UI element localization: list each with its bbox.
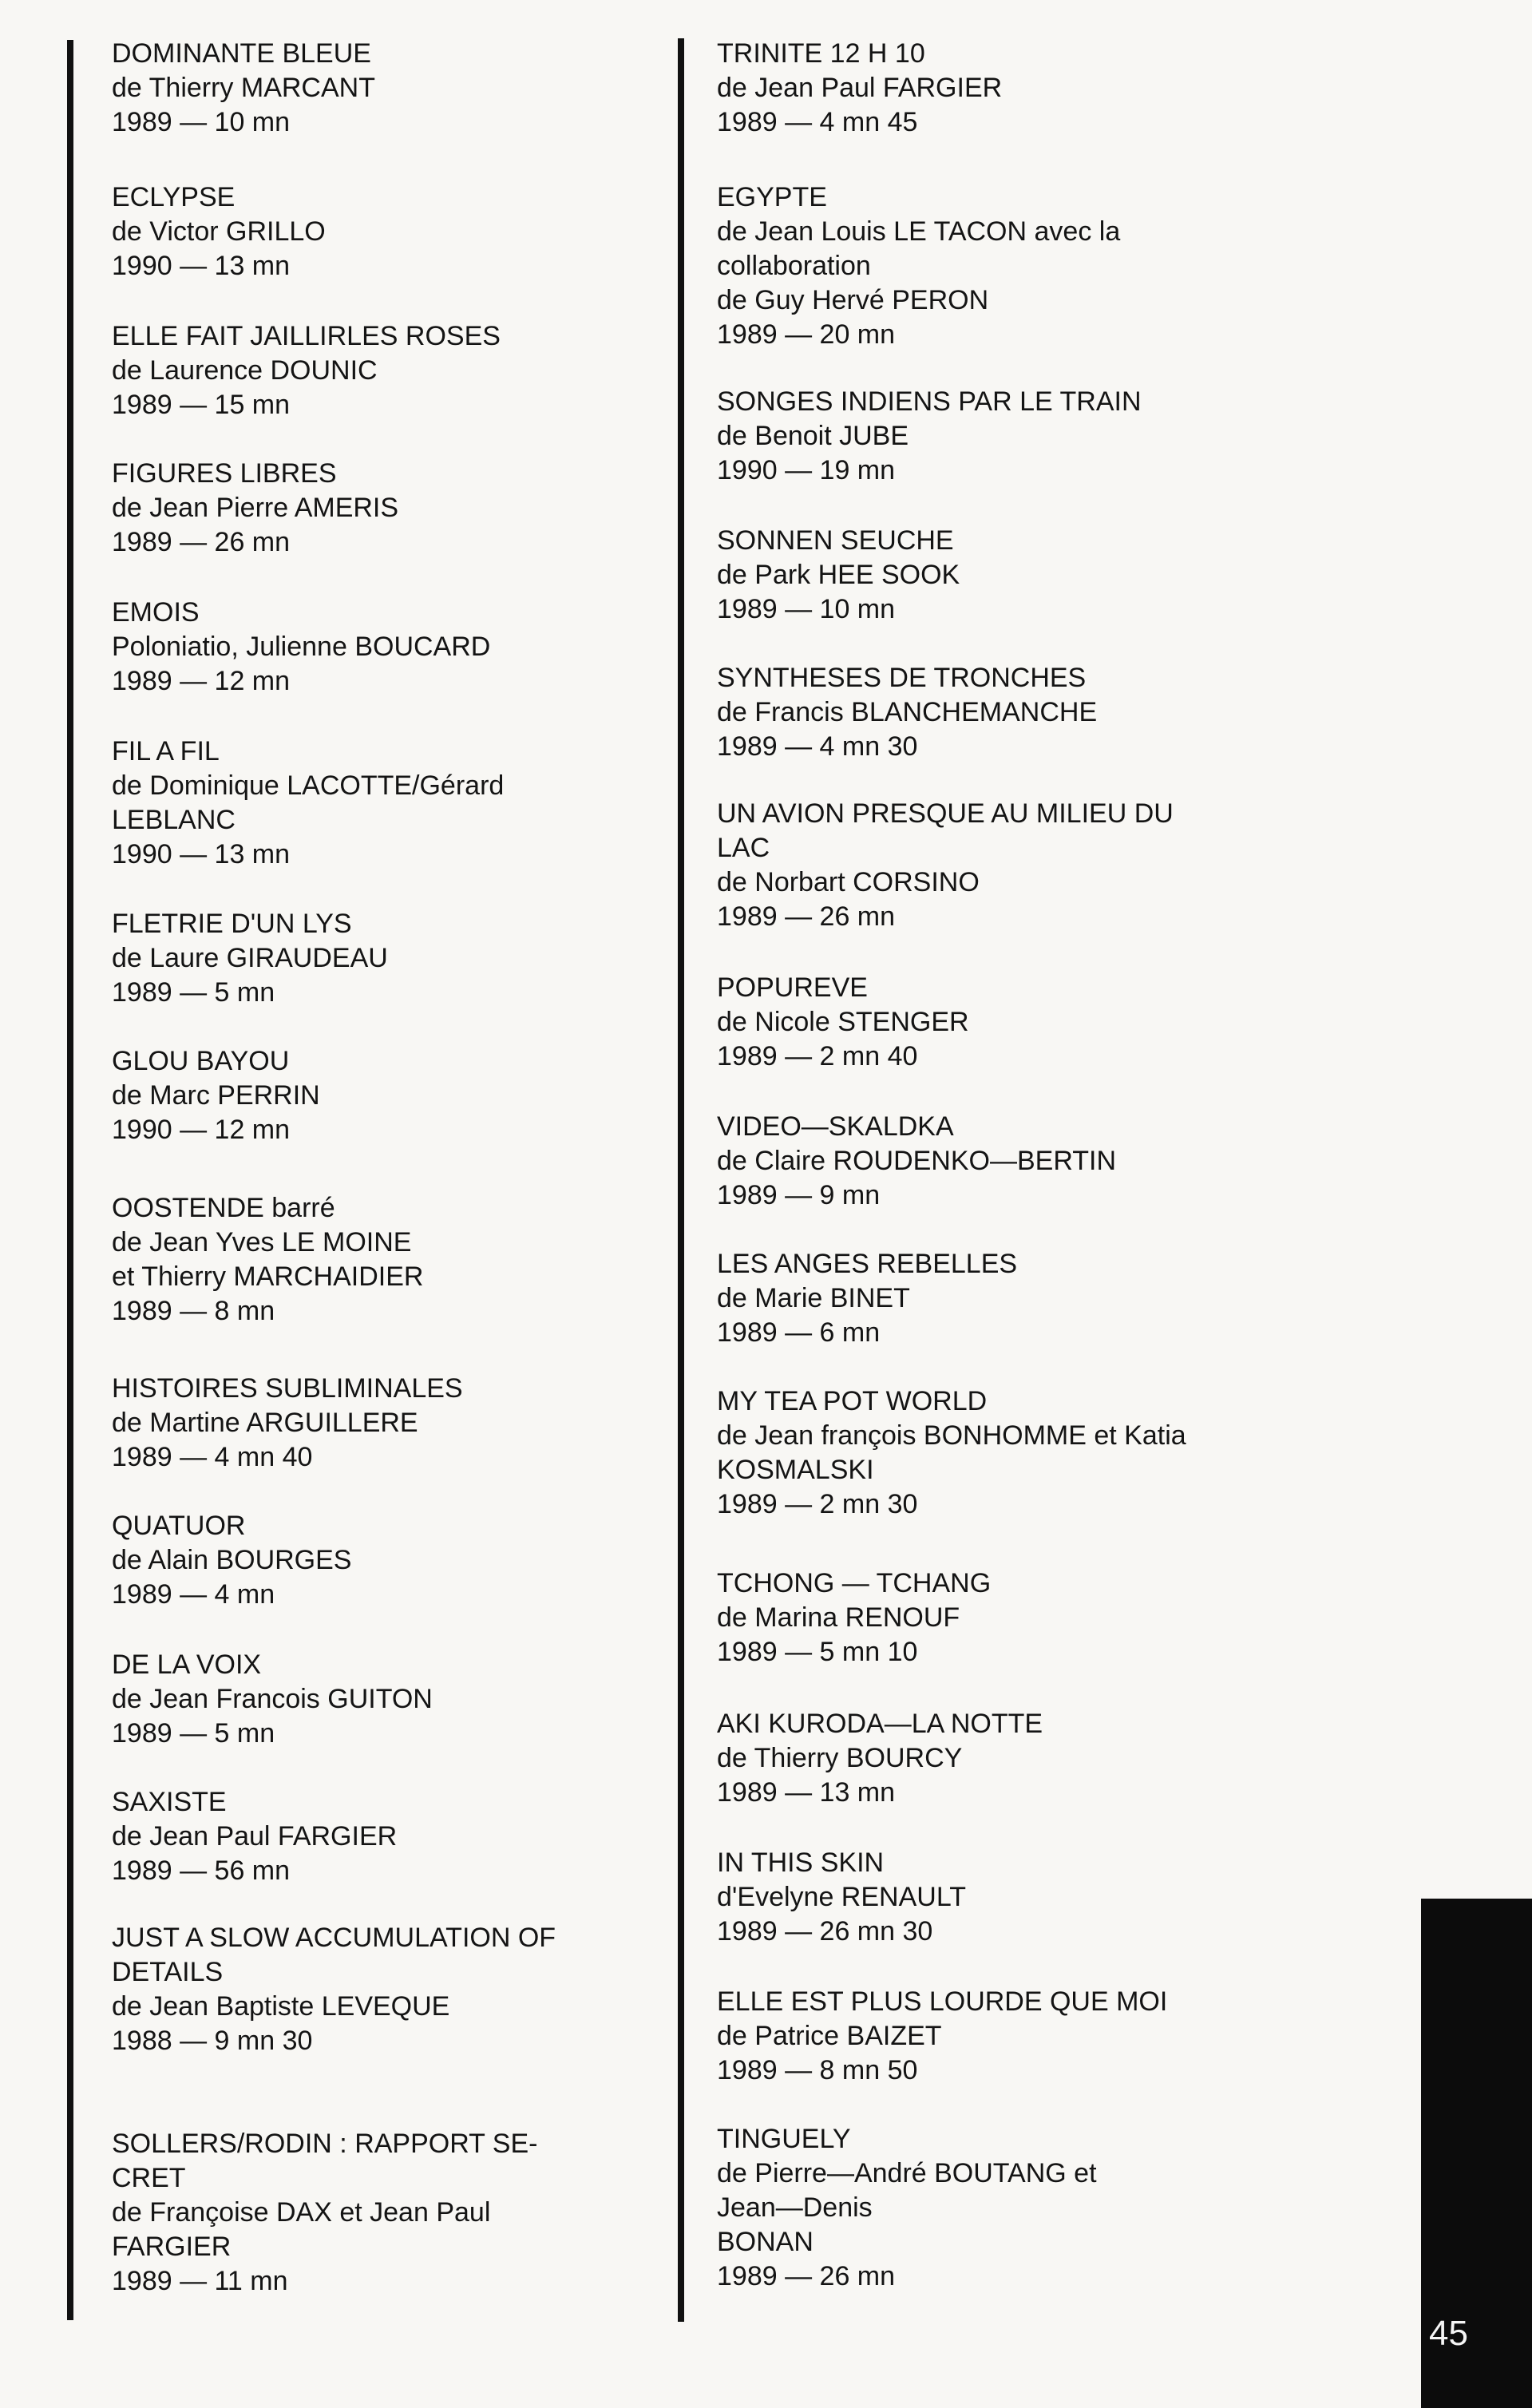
film-title: FIL A FIL xyxy=(112,736,220,766)
film-credit: et Thierry MARCHAIDIER xyxy=(112,1261,424,1292)
film-entry xyxy=(717,524,1308,627)
film-entry xyxy=(717,1707,1308,1810)
film-year-duration: 1989 — 10 mn xyxy=(112,107,291,137)
film-title: LES ANGES REBELLES xyxy=(717,1249,1018,1279)
film-credit: DETAILS xyxy=(112,1957,224,1987)
film-year-duration: 1989 — 6 mn xyxy=(717,1317,881,1348)
film-credit: de Norbart CORSINO xyxy=(717,867,980,897)
film-credit: de Guy Hervé PERON xyxy=(717,285,989,315)
film-credit: collaboration xyxy=(717,251,871,281)
film-credit: de Marc PERRIN xyxy=(112,1080,320,1111)
film-entry xyxy=(112,2127,703,2299)
film-credit: d'Evelyne RENAULT xyxy=(717,1882,966,1912)
film-year-duration: 1989 — 4 mn xyxy=(112,1579,275,1610)
film-title: AKI KURODA—LA NOTTE xyxy=(717,1709,1043,1739)
film-entry xyxy=(112,735,703,872)
film-credit: de Jean Paul FARGIER xyxy=(717,73,1003,103)
film-credit: de Jean Paul FARGIER xyxy=(112,1821,398,1852)
film-year-duration: 1989 — 20 mn xyxy=(717,319,896,350)
film-credit: de Laurence DOUNIC xyxy=(112,355,378,386)
film-entry xyxy=(717,1247,1308,1350)
film-credit: de Marina RENOUF xyxy=(717,1602,960,1633)
film-title: DE LA VOIX xyxy=(112,1650,262,1680)
film-credit: de Jean Francois GUITON xyxy=(112,1684,433,1714)
film-entry xyxy=(112,1372,703,1475)
film-title: EMOIS xyxy=(112,597,200,628)
film-title: SONNEN SEUCHE xyxy=(717,525,954,556)
film-year-duration: 1990 — 13 mn xyxy=(112,839,291,869)
film-entry xyxy=(717,1566,1308,1669)
film-entry xyxy=(717,971,1308,1074)
film-entry xyxy=(717,37,1308,140)
film-title: SAXISTE xyxy=(112,1787,227,1817)
film-year-duration: 1990 — 12 mn xyxy=(112,1115,291,1145)
film-credit: LAC xyxy=(717,833,770,863)
film-year-duration: 1990 — 13 mn xyxy=(112,251,291,281)
film-title: POPUREVE xyxy=(717,972,868,1003)
film-entry xyxy=(112,1509,703,1612)
film-credit: de Patrice BAIZET xyxy=(717,2021,942,2051)
film-title: EGYPTE xyxy=(717,182,827,212)
film-credit: de Jean Yves LE MOINE xyxy=(112,1227,412,1257)
film-title: HISTOIRES SUBLIMINALES xyxy=(112,1373,463,1404)
film-credit: de Jean Louis LE TACON avec la xyxy=(717,216,1121,247)
film-credit: de Jean Baptiste LEVEQUE xyxy=(112,1991,450,2022)
film-credit: de Thierry BOURCY xyxy=(717,1743,963,1773)
film-title: FIGURES LIBRES xyxy=(112,458,337,489)
film-entry xyxy=(112,1785,703,1888)
film-title: ELLE EST PLUS LOURDE QUE MOI xyxy=(717,1986,1168,2017)
film-credit: de Benoit JUBE xyxy=(717,421,909,451)
film-entry xyxy=(717,385,1308,488)
film-credit: de Pierre—André BOUTANG et xyxy=(717,2158,1097,2188)
film-year-duration: 1989 — 26 mn 30 xyxy=(717,1916,933,1947)
film-entry xyxy=(112,907,703,1010)
film-title: MY TEA POT WORLD xyxy=(717,1386,988,1416)
film-credit: de Francis BLANCHEMANCHE xyxy=(717,697,1098,727)
film-year-duration: 1989 — 2 mn 40 xyxy=(717,1041,918,1071)
film-title: TRINITE 12 H 10 xyxy=(717,38,925,69)
film-entry xyxy=(112,319,703,422)
left-column-rule xyxy=(67,40,73,2320)
film-credit: de Jean Pierre AMERIS xyxy=(112,493,399,523)
film-year-duration: 1989 — 9 mn xyxy=(717,1180,881,1210)
film-title: OOSTENDE barré xyxy=(112,1193,335,1223)
film-year-duration: 1989 — 56 mn xyxy=(112,1856,291,1886)
film-entry xyxy=(717,661,1308,764)
film-year-duration: 1989 — 5 mn xyxy=(112,1718,275,1749)
film-entry xyxy=(112,180,703,283)
film-title: FLETRIE D'UN LYS xyxy=(112,909,352,939)
film-year-duration: 1989 — 4 mn 30 xyxy=(717,731,918,762)
film-title: TINGUELY xyxy=(717,2124,851,2154)
film-entry xyxy=(112,596,703,699)
film-title: VIDEO—SKALDKA xyxy=(717,1111,954,1142)
film-year-duration: 1989 — 26 mn xyxy=(717,901,896,932)
film-entry xyxy=(112,1648,703,1751)
film-entry xyxy=(112,1044,703,1147)
film-credit: Jean—Denis xyxy=(717,2192,873,2223)
film-entry xyxy=(112,37,703,140)
film-title: ECLYPSE xyxy=(112,182,236,212)
film-title: GLOU BAYOU xyxy=(112,1046,290,1076)
film-entry xyxy=(112,457,703,560)
film-year-duration: 1989 — 5 mn 10 xyxy=(717,1637,918,1667)
film-credit: de Park HEE SOOK xyxy=(717,560,960,590)
film-entry xyxy=(717,1110,1308,1213)
film-title: ELLE FAIT JAILLIRLES ROSES xyxy=(112,321,501,351)
film-entry xyxy=(717,2122,1308,2294)
film-title: DOMINANTE BLEUE xyxy=(112,38,371,69)
film-credit: Poloniatio, Julienne BOUCARD xyxy=(112,632,491,662)
film-year-duration: 1989 — 4 mn 40 xyxy=(112,1442,313,1472)
film-year-duration: 1989 — 26 mn xyxy=(112,527,291,557)
film-credit: CRET xyxy=(112,2163,186,2193)
film-year-duration: 1989 — 15 mn xyxy=(112,390,291,420)
film-credit: de Claire ROUDENKO—BERTIN xyxy=(717,1146,1117,1176)
film-entry xyxy=(112,1921,703,2058)
film-title: SONGES INDIENS PAR LE TRAIN xyxy=(717,386,1142,417)
film-title: QUATUOR xyxy=(112,1511,246,1541)
film-entry xyxy=(717,180,1308,352)
page-number: 45 xyxy=(1429,2314,1468,2353)
film-year-duration: 1990 — 19 mn xyxy=(717,455,896,485)
film-credit: de Jean françois BONHOMME et Katia xyxy=(717,1420,1186,1451)
film-entry xyxy=(112,1191,703,1329)
film-credit: de Laure GIRAUDEAU xyxy=(112,943,388,973)
film-title: UN AVION PRESQUE AU MILIEU DU xyxy=(717,798,1174,829)
film-title: SOLLERS/RODIN : RAPPORT SE- xyxy=(112,2129,538,2159)
film-credit: BONAN xyxy=(717,2227,814,2257)
film-entry xyxy=(717,1985,1308,2088)
film-title: TCHONG — TCHANG xyxy=(717,1568,992,1598)
film-year-duration: 1989 — 8 mn 50 xyxy=(717,2055,918,2085)
film-credit: LEBLANC xyxy=(112,805,236,835)
film-year-duration: 1989 — 8 mn xyxy=(112,1296,275,1326)
film-credit: de Martine ARGUILLERE xyxy=(112,1408,418,1438)
film-credit: KOSMALSKI xyxy=(717,1455,874,1485)
film-entry xyxy=(717,1846,1308,1949)
film-year-duration: 1989 — 12 mn xyxy=(112,666,291,696)
film-year-duration: 1989 — 11 mn xyxy=(112,2266,288,2296)
film-credit: de Alain BOURGES xyxy=(112,1545,352,1575)
film-credit: de Dominique LACOTTE/Gérard xyxy=(112,770,505,801)
film-credit: de Marie BINET xyxy=(717,1283,910,1313)
film-year-duration: 1989 — 13 mn xyxy=(717,1777,896,1808)
film-entry xyxy=(717,1384,1308,1522)
film-year-duration: 1988 — 9 mn 30 xyxy=(112,2026,313,2056)
film-entry xyxy=(717,797,1308,934)
film-year-duration: 1989 — 2 mn 30 xyxy=(717,1489,918,1519)
film-credit: de Thierry MARCANT xyxy=(112,73,375,103)
film-title: IN THIS SKIN xyxy=(717,1848,885,1878)
film-title: SYNTHESES DE TRONCHES xyxy=(717,663,1087,693)
film-year-duration: 1989 — 4 mn 45 xyxy=(717,107,918,137)
film-year-duration: 1989 — 10 mn xyxy=(717,594,896,624)
film-title: JUST A SLOW ACCUMULATION OF xyxy=(112,1923,556,1953)
film-credit: de Nicole STENGER xyxy=(717,1007,969,1037)
film-year-duration: 1989 — 5 mn xyxy=(112,977,275,1008)
film-credit: de Victor GRILLO xyxy=(112,216,326,247)
film-credit: FARGIER xyxy=(112,2232,232,2262)
film-credit: de Françoise DAX et Jean Paul xyxy=(112,2197,491,2228)
film-year-duration: 1989 — 26 mn xyxy=(717,2261,896,2291)
